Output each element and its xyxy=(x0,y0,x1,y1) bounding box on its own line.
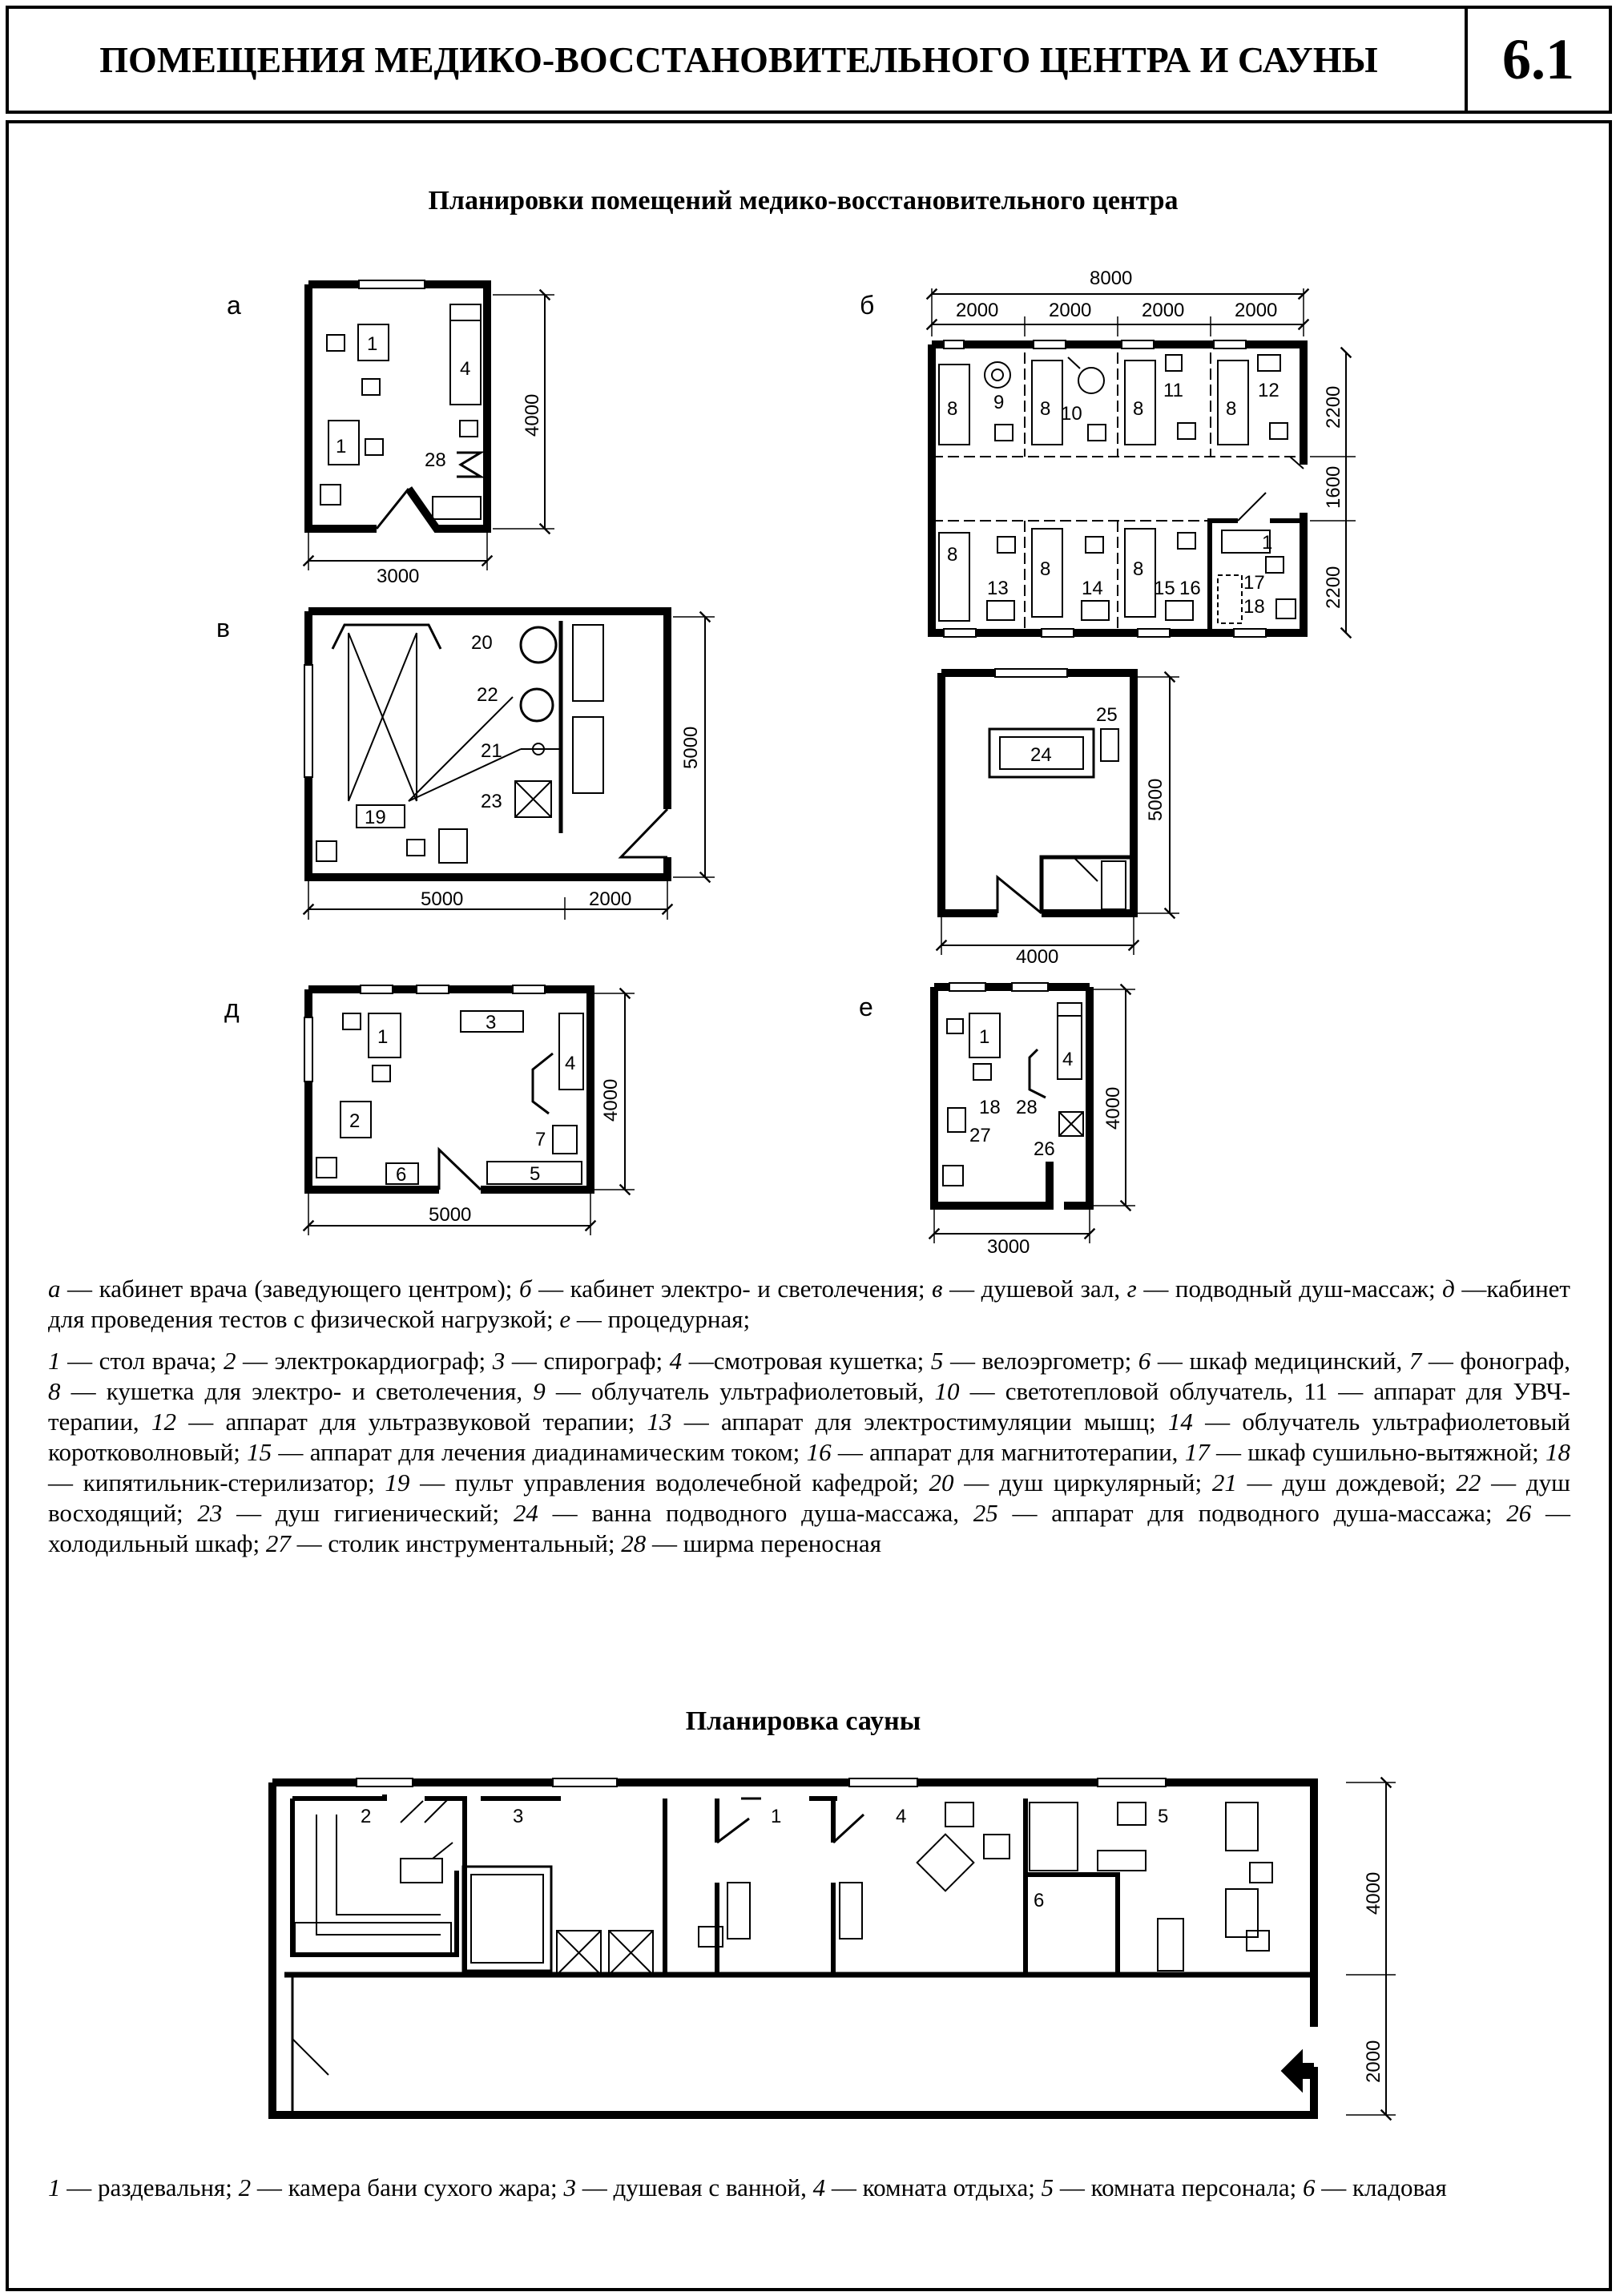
page-title: ПОМЕЩЕНИЯ МЕДИКО-ВОССТАНОВИТЕЛЬНОГО ЦЕНТРА И САУНЫ xyxy=(99,39,1378,80)
svg-text:2000: 2000 xyxy=(1142,300,1185,321)
svg-text:4000: 4000 xyxy=(1102,1086,1124,1130)
svg-text:1: 1 xyxy=(336,436,347,457)
svg-text:8000: 8000 xyxy=(1090,268,1133,289)
svg-text:8: 8 xyxy=(947,398,958,420)
svg-text:4000: 4000 xyxy=(600,1078,622,1122)
svg-text:8: 8 xyxy=(1226,398,1237,420)
svg-text:3: 3 xyxy=(513,1806,524,1827)
svg-text:7: 7 xyxy=(535,1129,546,1150)
plan-letter-e: е xyxy=(859,993,873,1021)
svg-text:5000: 5000 xyxy=(680,726,702,769)
items-legend: 1 — стол врача; 2 — электрокардиограф; 3 — спирограф; 4 —смотровая кушетка; 5 — велоэргометр; 6 — шкаф медицинский, 7 — фонограф, 8 — кушетка для электро- и светолечения, 9 — облучатель ультрафиолетовый, 10 — светотепловой облучатель, 11 — аппарат для УВЧ-терапии, 12 — аппарат для ультразвуковой терапии; 13 — аппарат для электростимуляции мышц; 14 — облучатель ультрафиолетовый коротковолновый; 15 — аппарат для лечения диадинамическим током; 16 — аппарат для магнитотерапии, 17 — шкаф сушильно-вытяжной; 18 — кипятильник-стерилизатор; 19 — пульт управления водолечебной кафедрой; 20 — душ циркулярный; 21 — душ дождевой; 22 — душ восходящий; 23 — душ гигиенический; 24 — ванна подводного душа-массажа, 25 — аппарат для подводного душа-массажа; 26 — холодильный шкаф; 27 — столик инструментальный; 28 — ширма переносная xyxy=(48,1347,1571,1557)
plan-letter-b: б xyxy=(860,291,875,320)
svg-text:2000: 2000 xyxy=(1363,2040,1384,2083)
svg-text:23: 23 xyxy=(481,791,502,812)
svg-text:10: 10 xyxy=(1061,403,1082,425)
svg-text:8: 8 xyxy=(1133,558,1144,580)
sauna-legend xyxy=(48,2173,1570,2214)
svg-text:4: 4 xyxy=(1062,1049,1074,1070)
svg-text:15: 15 xyxy=(1154,578,1175,599)
svg-text:3000: 3000 xyxy=(377,566,420,587)
svg-text:2: 2 xyxy=(349,1110,361,1132)
svg-text:8: 8 xyxy=(1133,398,1144,420)
svg-text:16: 16 xyxy=(1179,578,1201,599)
svg-text:4000: 4000 xyxy=(1016,946,1059,968)
svg-text:8: 8 xyxy=(1040,398,1051,420)
svg-text:28: 28 xyxy=(1016,1097,1038,1118)
svg-text:11: 11 xyxy=(1163,380,1183,401)
sauna-plan xyxy=(272,1778,1396,2115)
rooms-legend: а — кабинет врача (заведующего центром); б — кабинет электро- и светолечения; в — душевой зал, г — подводный душ-массаж; д —кабинет для проведения тестов с физической нагрузкой; е — процедурная; xyxy=(48,1275,1570,1333)
svg-text:2: 2 xyxy=(361,1806,372,1827)
svg-text:12: 12 xyxy=(1258,380,1279,401)
sauna-items-legend: 1 — раздевальня; 2 — камера бани сухого жара; 3 — душевая с ванной, 4 — комната отдыха; 5 — комната персонала; 6 — кладовая xyxy=(48,2173,1447,2201)
svg-text:2000: 2000 xyxy=(1049,300,1092,321)
plan-v xyxy=(216,611,715,920)
section-number: 6.1 xyxy=(1465,9,1609,111)
svg-text:1600: 1600 xyxy=(1323,465,1344,509)
svg-text:24: 24 xyxy=(1030,744,1052,766)
svg-text:6: 6 xyxy=(1034,1890,1045,1911)
center-heading: Планировки помещений медико-восстановительного центра xyxy=(428,186,1179,216)
svg-text:27: 27 xyxy=(969,1125,991,1146)
plan-e xyxy=(859,983,1135,1258)
svg-text:2000: 2000 xyxy=(956,300,999,321)
svg-text:1: 1 xyxy=(367,333,378,355)
svg-text:20: 20 xyxy=(471,632,493,654)
svg-text:1: 1 xyxy=(771,1806,782,1827)
svg-text:1: 1 xyxy=(1262,532,1273,554)
svg-text:4: 4 xyxy=(460,358,471,380)
svg-text:21: 21 xyxy=(481,740,502,762)
center-legend xyxy=(48,1274,1570,1570)
svg-text:1: 1 xyxy=(979,1026,990,1048)
svg-text:14: 14 xyxy=(1082,578,1103,599)
svg-text:5000: 5000 xyxy=(421,888,464,910)
sauna-heading: Планировка сауны xyxy=(685,1706,921,1736)
plan-letter-a: а xyxy=(227,291,241,320)
plan-g xyxy=(941,669,1179,968)
svg-text:19: 19 xyxy=(365,807,386,828)
svg-text:8: 8 xyxy=(947,544,958,566)
svg-text:1: 1 xyxy=(377,1026,389,1048)
plan-letter-v: в xyxy=(216,614,230,642)
svg-text:13: 13 xyxy=(987,578,1009,599)
svg-text:2200: 2200 xyxy=(1323,566,1344,609)
svg-text:18: 18 xyxy=(979,1097,1001,1118)
svg-text:3000: 3000 xyxy=(987,1236,1030,1258)
svg-text:4000: 4000 xyxy=(522,393,543,437)
svg-text:2000: 2000 xyxy=(1235,300,1278,321)
svg-text:4: 4 xyxy=(565,1053,576,1074)
svg-text:3: 3 xyxy=(486,1012,497,1033)
plan-b xyxy=(860,268,1356,637)
svg-text:4000: 4000 xyxy=(1363,1871,1384,1915)
svg-text:5000: 5000 xyxy=(429,1204,472,1226)
plan-letter-d: д xyxy=(224,994,240,1023)
svg-text:28: 28 xyxy=(425,449,446,471)
svg-text:25: 25 xyxy=(1096,704,1118,726)
svg-text:17: 17 xyxy=(1243,572,1265,594)
plan-a xyxy=(227,280,554,587)
svg-text:18: 18 xyxy=(1243,596,1265,618)
svg-text:26: 26 xyxy=(1034,1138,1055,1160)
svg-text:22: 22 xyxy=(477,684,498,706)
svg-text:8: 8 xyxy=(1040,558,1051,580)
svg-text:4: 4 xyxy=(896,1806,907,1827)
svg-text:5: 5 xyxy=(1158,1806,1169,1827)
svg-text:5000: 5000 xyxy=(1145,778,1167,821)
plan-d xyxy=(224,985,635,1235)
svg-text:2200: 2200 xyxy=(1323,385,1344,429)
svg-text:9: 9 xyxy=(993,392,1005,413)
svg-text:5: 5 xyxy=(530,1163,541,1185)
svg-text:2000: 2000 xyxy=(589,888,632,910)
svg-text:6: 6 xyxy=(396,1164,407,1186)
